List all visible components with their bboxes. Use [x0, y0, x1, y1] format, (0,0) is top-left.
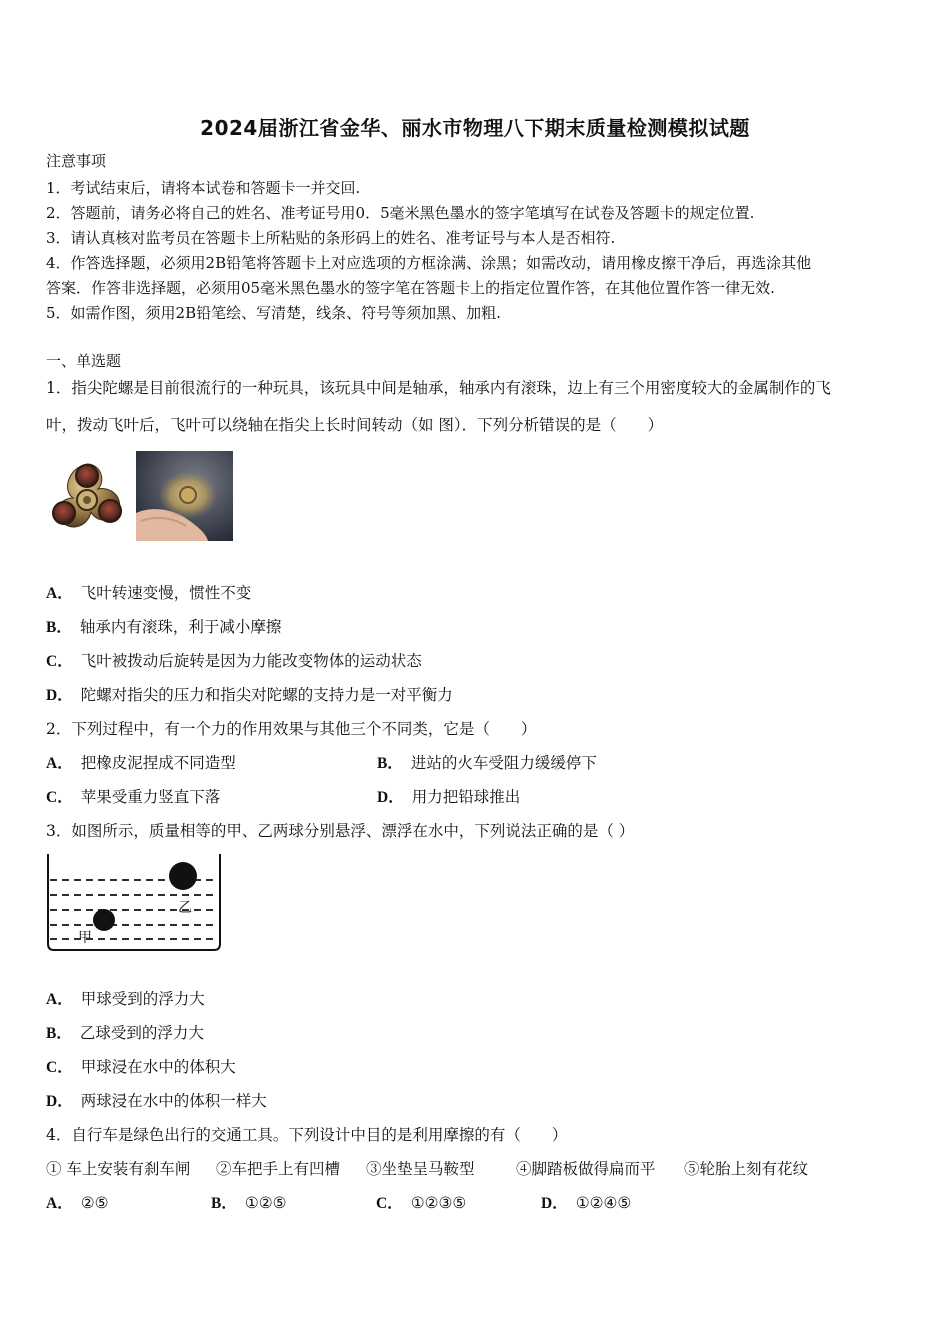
option-text: 飞叶被拨动后旋转是因为力能改变物体的运动状态	[80, 652, 422, 670]
question-1-option-d[interactable]	[46, 683, 453, 705]
question-3-option-c[interactable]	[46, 1055, 236, 1077]
option-letter: D．	[46, 687, 73, 704]
option-text: 把橡皮泥捏成不同造型	[80, 754, 236, 772]
option-letter: C．	[46, 789, 73, 806]
question-4-option-a[interactable]	[46, 1191, 109, 1213]
option-letter: B．	[46, 1025, 72, 1042]
notice-item: 3．请认真核对监考员在答题卡上所粘贴的条形码上的姓名、准考证号与本人是否相符.	[46, 229, 616, 247]
option-text: ①②④⑤	[575, 1194, 632, 1212]
question-4-option-c[interactable]	[376, 1191, 466, 1213]
fidget-spinner-image	[46, 456, 128, 538]
option-text: ②⑤	[80, 1194, 109, 1212]
notice-item: 1．考试结束后，请将本试卷和答题卡一并交回.	[46, 179, 361, 197]
option-text: 两球浸在水中的体积一样大	[80, 1092, 267, 1110]
question-2-option-a[interactable]	[46, 751, 236, 773]
question-3-option-d[interactable]	[46, 1089, 267, 1111]
option-text: 飞叶转速变慢，惯性不变	[80, 584, 252, 602]
option-letter: D．	[46, 1093, 73, 1110]
question-4-item: ②车把手上有凹槽	[216, 1160, 341, 1178]
option-text: 甲球浸在水中的体积大	[80, 1058, 236, 1076]
question-3-option-b[interactable]	[46, 1021, 204, 1043]
question-2-option-b[interactable]	[377, 751, 597, 773]
question-1-stem-line2: 叶，拨动飞叶后，飞叶可以绕轴在指尖上长时间转动（如 图）．下列分析错误的是（ ）	[46, 416, 664, 434]
question-4-option-d[interactable]	[541, 1191, 631, 1213]
option-text: 用力把铅球推出	[411, 788, 521, 806]
option-letter: B．	[211, 1195, 237, 1212]
option-letter: A．	[46, 755, 73, 772]
option-letter: C．	[46, 653, 73, 670]
question-4-item: ④脚踏板做得扁而平	[516, 1160, 656, 1178]
page-title: 2024届浙江省金华、丽水市物理八下期末质量检测模拟试题	[200, 116, 750, 140]
notice-item: 5．如需作图，须用2B铅笔绘、写清楚，线条、符号等须加黑、加粗.	[46, 304, 501, 322]
option-text: ①②③⑤	[410, 1194, 467, 1212]
option-letter: C．	[376, 1195, 403, 1212]
notice-item: 答案．作答非选择题，必须用05毫米黑色墨水的签字笔在答题卡上的指定位置作答，在其他位置作答一律无效.	[46, 279, 775, 297]
option-text: 进站的火车受阻力缓缓停下	[410, 754, 597, 772]
ball-label-yi: 乙	[178, 900, 192, 916]
option-text: 轴承内有滚珠，利于减小摩擦	[79, 618, 282, 636]
question-2-option-d[interactable]	[377, 785, 520, 807]
question-4-option-b[interactable]	[211, 1191, 287, 1213]
option-letter: B．	[377, 755, 403, 772]
notice-item: 4．作答选择题，必须用2B铅笔将答题卡上对应选项的方框涂满、涂黑；如需改动，请用橡皮擦干净后，再选涂其他	[46, 254, 812, 272]
question-3-option-a[interactable]	[46, 987, 205, 1009]
section-heading: 一、单选题	[46, 352, 122, 370]
spinning-spinner-photo	[136, 451, 233, 541]
question-2-stem: 2．下列过程中，有一个力的作用效果与其他三个不同类，它是（ ）	[46, 720, 537, 738]
question-4-item: ⑤轮胎上刻有花纹	[684, 1160, 809, 1178]
option-letter: D．	[377, 789, 404, 806]
notice-item: 2．答题前，请务必将自己的姓名、准考证号用0．5毫米黑色墨水的签字笔填写在试卷及答题卡的规定位置.	[46, 204, 755, 222]
question-1-option-c[interactable]	[46, 649, 422, 671]
question-4-item: ① 车上安装有刹车闸	[46, 1160, 191, 1178]
option-text: ①②⑤	[244, 1194, 287, 1212]
question-1-option-a[interactable]	[46, 581, 251, 603]
option-letter: A．	[46, 585, 73, 602]
option-letter: D．	[541, 1195, 568, 1212]
notice-heading: 注意事项	[46, 152, 107, 170]
option-letter: A．	[46, 991, 73, 1008]
question-1-option-b[interactable]	[46, 615, 281, 637]
option-text: 陀螺对指尖的压力和指尖对陀螺的支持力是一对平衡力	[80, 686, 453, 704]
option-letter: B．	[46, 619, 72, 636]
question-3-stem: 3．如图所示，质量相等的甲、乙两球分别悬浮、漂浮在水中，下列说法正确的是（ ）	[46, 822, 635, 840]
option-text: 甲球受到的浮力大	[80, 990, 205, 1008]
question-4-stem: 4．自行车是绿色出行的交通工具。下列设计中目的是利用摩擦的有（ ）	[46, 1126, 568, 1144]
question-1-stem-line1: 1．指尖陀螺是目前很流行的一种玩具，该玩具中间是轴承，轴承内有滚珠，边上有三个用密度较大的金属制作的飞	[46, 379, 831, 397]
question-4-item: ③坐垫呈马鞍型	[366, 1160, 475, 1178]
option-text: 苹果受重力竖直下落	[80, 788, 221, 806]
option-letter: C．	[46, 1059, 73, 1076]
water-container-diagram	[44, 852, 224, 954]
option-text: 乙球受到的浮力大	[79, 1024, 204, 1042]
option-letter: A．	[46, 1195, 73, 1212]
question-2-option-c[interactable]	[46, 785, 220, 807]
ball-label-jia: 甲	[78, 930, 92, 946]
